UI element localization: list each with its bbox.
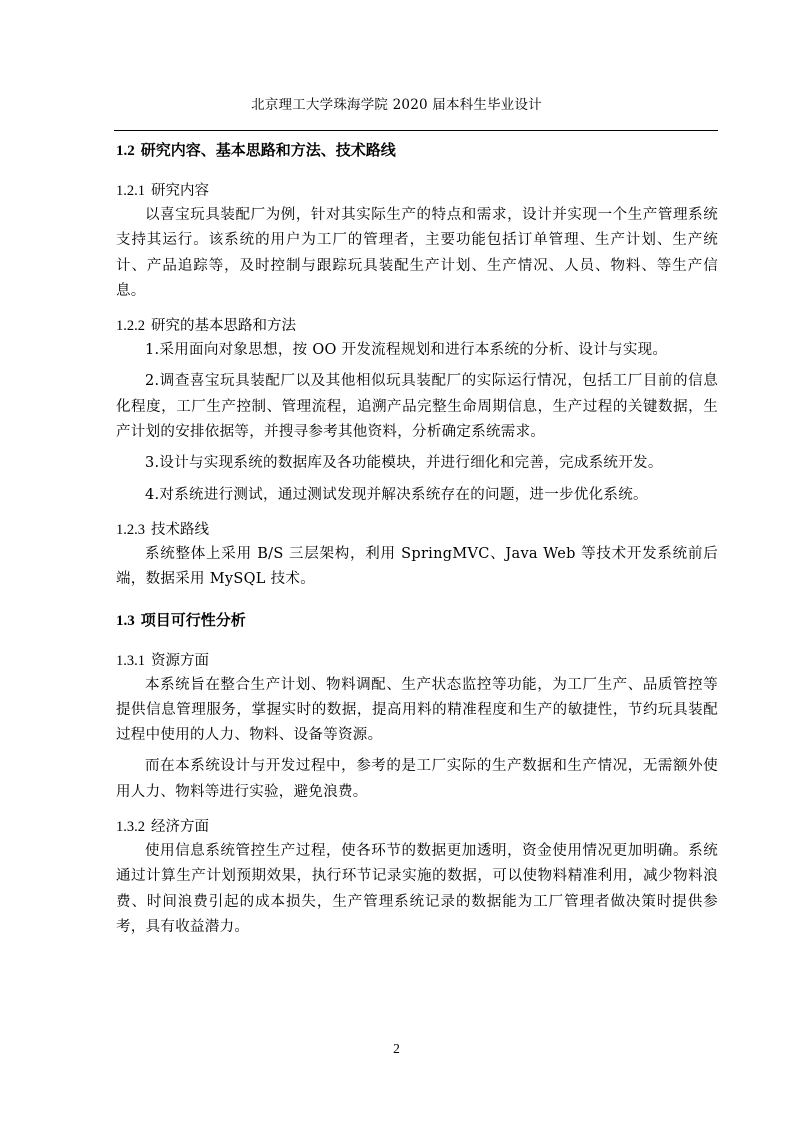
paragraph-research-content: 以喜宝玩具装配厂为例，针对其实际生产的特点和需求，设计并实现一个生产管理系统支持其运行。该系统的用户为工厂的管理者，主要功能包括订单管理、生产计划、生产统计、产品追踪等，及时控制与跟踪玩具装配生产计划、生产情况、人员、物料、等生产信息。 bbox=[116, 207, 718, 299]
subsection-heading-1-2-3 bbox=[116, 518, 718, 542]
page-number: 2 bbox=[393, 1041, 400, 1056]
section-number: 1.3 bbox=[116, 612, 135, 629]
subsection-title: 技术路线 bbox=[151, 521, 209, 538]
method-item-1: 1.采用面向对象思想，按 OO 开发流程规划和进行本系统的分析、设计与实现。 bbox=[145, 342, 668, 359]
subsection-title: 研究内容 bbox=[151, 183, 209, 199]
method-item-4: 4.对系统进行测试，通过测试发现并解决系统存在的问题，进一步优化系统。 bbox=[145, 486, 648, 503]
subsection-title: 资源方面 bbox=[151, 652, 209, 669]
subsection-number: 1.2.1 bbox=[116, 183, 145, 199]
method-item-2: 2.调查喜宝玩具装配厂以及其他相似玩具装配厂的实际运行情况，包括工厂目前的信息化程度，工厂生产控制、管理流程，追溯产品完整生命周期信息，生产过程的关键数据，生产计划的安排依据等，并搜寻参考其他资料，分析确定系统需求。 bbox=[116, 373, 718, 441]
page-header: 北京理工大学珠海学院 2020 届本科生毕业设计 bbox=[251, 97, 542, 113]
section-heading-1-2 bbox=[116, 139, 718, 163]
subsection-number: 1.3.1 bbox=[116, 652, 145, 669]
method-item-3: 3.设计与实现系统的数据库及各功能模块，并进行细化和完善，完成系统开发。 bbox=[145, 455, 663, 472]
section-heading-1-3 bbox=[116, 609, 718, 633]
subsection-heading-1-2-2 bbox=[116, 314, 718, 338]
subsection-number: 1.2.2 bbox=[116, 318, 145, 335]
subsection-heading-1-3-1 bbox=[116, 649, 718, 673]
section-number: 1.2 bbox=[116, 143, 135, 159]
section-title: 研究内容、基本思路和方法、技术路线 bbox=[140, 143, 396, 159]
paragraph-resources-1: 本系统旨在整合生产计划、物料调配、生产状态监控等功能，为工厂生产、品质管控等提供信息管理服务，掌握实时的数据，提高用料的精准程度和生产的敏捷性，节约玩具装配过程中使用的人力、物料、设备等资源。 bbox=[116, 676, 718, 744]
section-title: 项目可行性分析 bbox=[140, 612, 246, 629]
paragraph-economics: 使用信息系统管控生产过程，使各环节的数据更加透明，资金使用情况更加明确。系统通过计算生产计划预期效果，执行环节记录实施的数据，可以使物料精准利用，减少物料浪费、时间浪费引起的成本损失，生产管理系统记录的数据能为工厂管理者做决策时提供参考，具有收益潜力。 bbox=[116, 843, 718, 935]
document-body bbox=[116, 139, 718, 940]
paragraph-tech-route: 系统整体上采用 B/S 三层架构，利用 SpringMVC、Java Web 等技术开发系统前后端，数据采用 MySQL 技术。 bbox=[116, 545, 718, 588]
paragraph-resources-2: 而在本系统设计与开发过程中，参考的是工厂实际的生产数据和生产情况，无需额外使用人力、物料等进行实验，避免浪费。 bbox=[116, 758, 718, 800]
subsection-title: 研究的基本思路和方法 bbox=[151, 318, 296, 335]
subsection-title: 经济方面 bbox=[151, 819, 209, 836]
subsection-heading-1-3-2 bbox=[116, 815, 718, 839]
subsection-heading-1-2-1 bbox=[116, 179, 718, 203]
subsection-number: 1.2.3 bbox=[116, 521, 145, 538]
header-rule bbox=[114, 130, 718, 131]
subsection-number: 1.3.2 bbox=[116, 819, 145, 836]
